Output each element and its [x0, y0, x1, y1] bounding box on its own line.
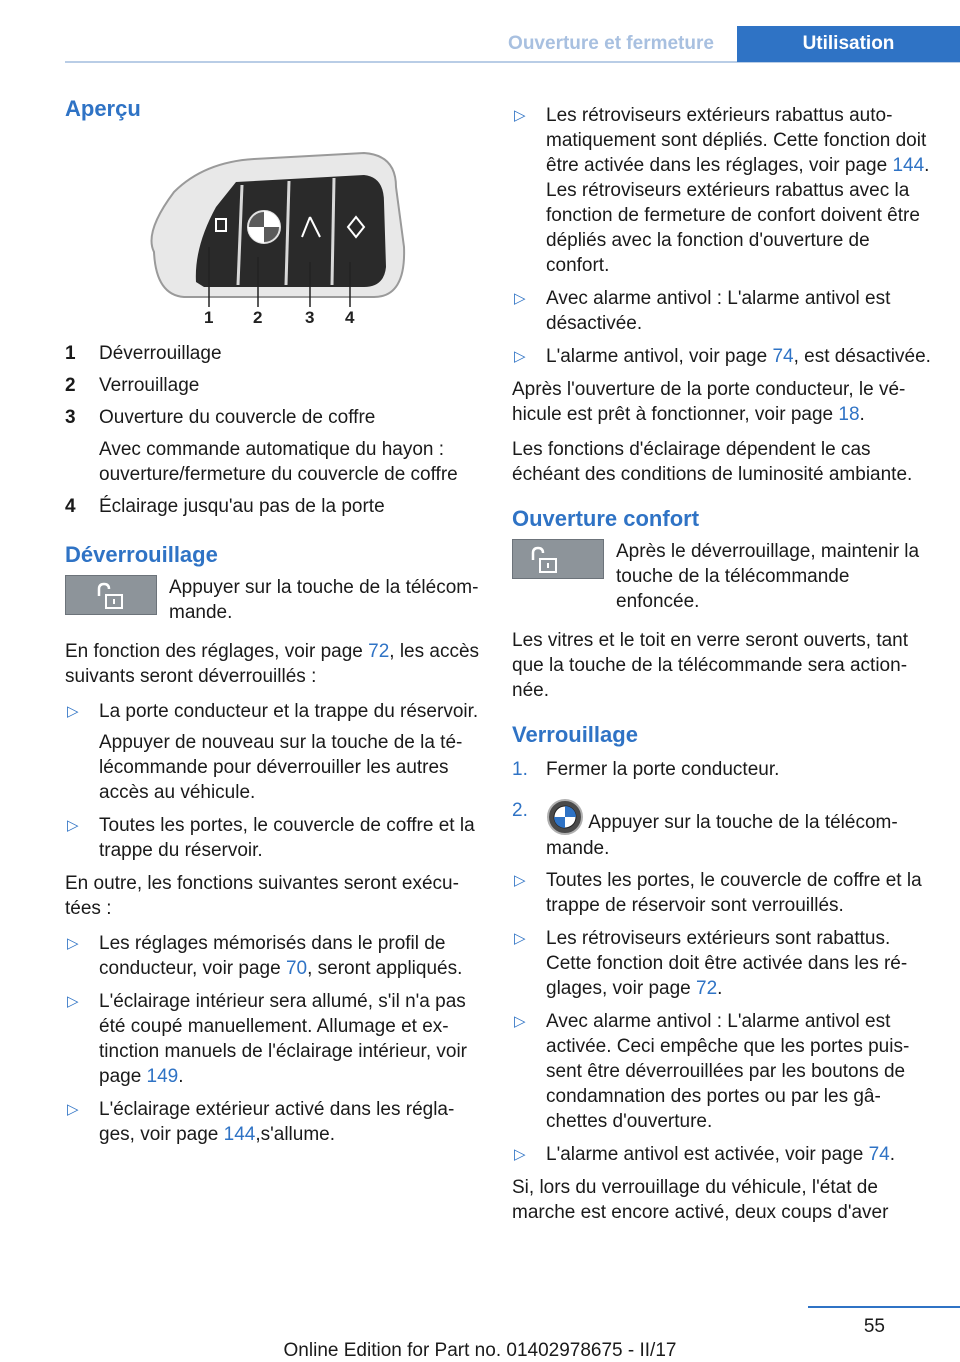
list-item: ▷ Les rétroviseurs extérieurs sont rabattus. Cette fonction doit être activée dans les réglages, voir page 72. — [512, 926, 932, 1001]
paragraph: Les vitres et le toit en verre seront ouverts, tant que la touche de la télécommande sera actionnée. — [512, 630, 909, 701]
legend-item: 2 Verrouillage — [65, 375, 200, 396]
page-link[interactable]: 72 — [368, 641, 390, 662]
list-item: ▷ Les rétroviseurs extérieurs rabattus automatiquement sont dépliés. Cette fonction doit être activée dans les réglages, voir page 144. Les rétroviseurs extérieurs rabattus avec la fonction de fermeture de confort doivent être dépliés avec la fonction d'ouverture de confort. — [512, 103, 932, 278]
unlock-heading: Déverrouillage — [65, 542, 218, 567]
page-link[interactable]: 144 — [892, 155, 925, 176]
page-link[interactable]: 149 — [146, 1066, 179, 1087]
list-item: ▷ Toutes les portes, le couvercle de coffre et la trappe du réservoir. — [65, 813, 483, 863]
figure-label-3: 3 — [305, 308, 315, 327]
confort-icon-row: Après le déverrouillage, maintenir la touche de la télécommande enfoncée. — [512, 539, 932, 614]
page-link[interactable]: 70 — [285, 958, 308, 979]
page-number: 55 — [863, 1316, 885, 1337]
list-item: ▷ Toutes les portes, le couvercle de coffre et la trappe de réservoir sont verrouillés. — [512, 868, 932, 918]
paragraph: Les fonctions d'éclairage dépendent le cas échéant des conditions de luminosité ambiante. — [512, 439, 913, 485]
figure-label-4: 4 — [345, 308, 355, 327]
list-item: ▷ L'éclairage intérieur sera allumé, s'il n'a pas été coupé manuellement. Allumage et extinction manuels de l'éclairage intérieur, voir page 149. — [65, 989, 483, 1089]
page-link[interactable]: 74 — [772, 346, 794, 367]
step-item: 1. Fermer la porte conducteur. — [512, 759, 780, 780]
figure-label-1: 1 — [204, 308, 214, 327]
legend-item: 4 Éclairage jusqu'au pas de la porte — [65, 496, 385, 517]
page-link[interactable]: 74 — [868, 1144, 890, 1165]
paragraph: Après l'ouverture de la porte conducteur, le véhicule est prêt à fonctionner, voir page 18. — [512, 379, 906, 425]
step-item: 2. Appuyer sur la touche de la télécommande. — [512, 800, 898, 859]
list-item: ▷ L'éclairage extérieur activé dans les réglages, voir page 144,s'allume. — [65, 1097, 483, 1147]
list-item: ▷ L'alarme antivol, voir page 74, est désactivée. — [512, 344, 932, 369]
right-column — [512, 103, 932, 1235]
page-link[interactable]: 72 — [696, 978, 718, 999]
list-item: ▷ La porte conducteur et la trappe du réservoir. Appuyer de nouveau sur la touche de la télécommande pour déverrouiller les autres accès au véhicule. — [65, 699, 483, 805]
unlock-intro: En fonction des réglages, voir page 72, les accès suivants seront déverrouillés : — [65, 641, 480, 687]
list-item: ▷ Avec alarme antivol : L'alarme antivol est désactivée. — [512, 286, 932, 336]
legend-item: 1 Déverrouillage — [65, 343, 222, 364]
list-item: ▷ L'alarme antivol est activée, voir page 74. — [512, 1142, 932, 1167]
header-chapter-tab: Utilisation — [737, 26, 960, 62]
header-section: Ouverture et fermeture — [508, 33, 714, 54]
confort-heading: Ouverture confort — [512, 506, 700, 531]
unlock-icon-row: Appuyer sur la touche de la télécommande. — [65, 575, 483, 625]
unlock-key-icon — [65, 575, 157, 615]
footer-rule — [808, 1306, 960, 1308]
list-item: ▷ Les réglages mémorisés dans le profil de conducteur, voir page 70, seront appliqués. — [65, 931, 483, 981]
paragraph: En outre, les fonctions suivantes seront exécutées : — [65, 873, 459, 919]
key-fob-illustration — [134, 147, 414, 327]
legend-item: 3 Ouverture du couvercle de coffre Avec commande automatique du hayon : ouverture/fermeture du couvercle de coffre — [65, 407, 458, 485]
figure-label-2: 2 — [253, 308, 263, 327]
lock-heading: Verrouillage — [512, 722, 638, 747]
page-link[interactable]: 18 — [838, 404, 860, 425]
footer-edition: Online Edition for Part no. 01402978675 - II/17 — [283, 1340, 677, 1361]
left-column — [65, 95, 483, 1155]
paragraph: Si, lors du verrouillage du véhicule, l'état de marche est encore activé, deux coups d'aver — [512, 1177, 889, 1223]
unlock-key-icon — [512, 539, 604, 579]
bmw-logo-icon — [546, 798, 584, 836]
page-link[interactable]: 144 — [223, 1124, 256, 1145]
apercu-heading: Aperçu — [65, 96, 141, 121]
list-item: ▷ Avec alarme antivol : L'alarme antivol est activée. Ceci empêche que les portes puissent être déverrouillées par les boutons de condamnation des portes ou par les gâchettes d'ouverture. — [512, 1009, 932, 1134]
